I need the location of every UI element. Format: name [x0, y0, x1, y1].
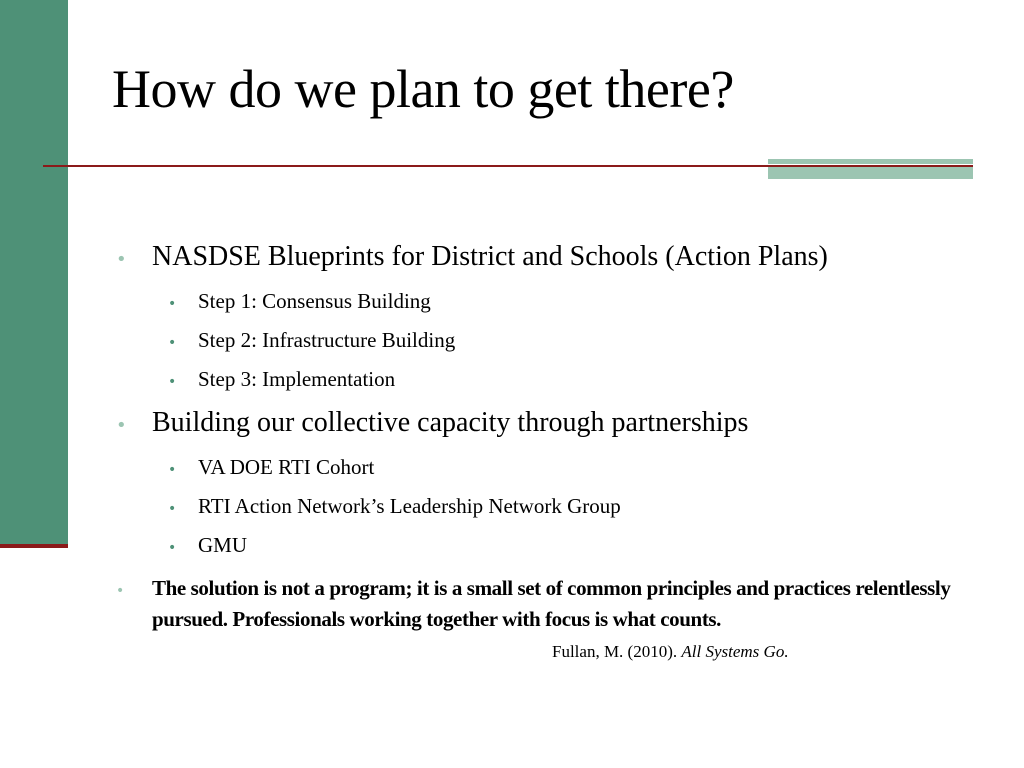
- bullet-level1: [112, 405, 992, 444]
- quote-block: [152, 573, 972, 667]
- slide-title: How do we plan to get there?: [112, 59, 734, 119]
- bullet-level2: [164, 288, 992, 317]
- citation-title: All Systems Go.: [681, 642, 789, 661]
- bullet-text: VA DOE RTI Cohort: [198, 455, 375, 479]
- bullet-level2: [164, 366, 992, 395]
- bullet-dot-icon: •: [168, 462, 177, 478]
- bullet-text: GMU: [198, 533, 248, 557]
- bullet-text: Step 3: Implementation: [198, 367, 396, 391]
- bullet-level2: [164, 327, 992, 356]
- bullet-dot-icon: •: [116, 249, 127, 270]
- accent-bar: [768, 159, 973, 179]
- slide-content: [112, 236, 992, 667]
- bullet-level2: [164, 454, 992, 483]
- quote-text: The solution is not a program; it is a small set of common principles and practices relentlessly pursued. Professionals working together with focus is what counts.: [152, 576, 951, 631]
- bullet-text: NASDSE Blueprints for District and Schools (Action Plans): [152, 241, 828, 272]
- quote-bullet: [112, 573, 992, 667]
- bullet-level2: [164, 493, 992, 522]
- bullet-text: Step 1: Consensus Building: [198, 289, 431, 313]
- bullet-dot-icon: •: [168, 335, 177, 351]
- bullet-level2: [164, 532, 992, 561]
- bullet-text: Building our collective capacity through partnerships: [152, 407, 749, 438]
- citation-author: Fullan, M. (2010).: [552, 642, 678, 661]
- bullet-dot-icon: •: [116, 583, 124, 599]
- sidebar-decoration: [0, 0, 68, 544]
- bullet-dot-icon: •: [168, 501, 177, 517]
- sidebar-underline: [0, 544, 68, 548]
- bullet-text: RTI Action Network’s Leadership Network Group: [198, 494, 621, 518]
- bullet-level1: [112, 239, 992, 278]
- bullet-dot-icon: •: [168, 296, 177, 312]
- quote-citation: [552, 642, 789, 661]
- bullet-dot-icon: •: [116, 415, 127, 436]
- bullet-dot-icon: •: [168, 540, 177, 556]
- bullet-dot-icon: •: [168, 374, 177, 390]
- bullet-text: Step 2: Infrastructure Building: [198, 328, 456, 352]
